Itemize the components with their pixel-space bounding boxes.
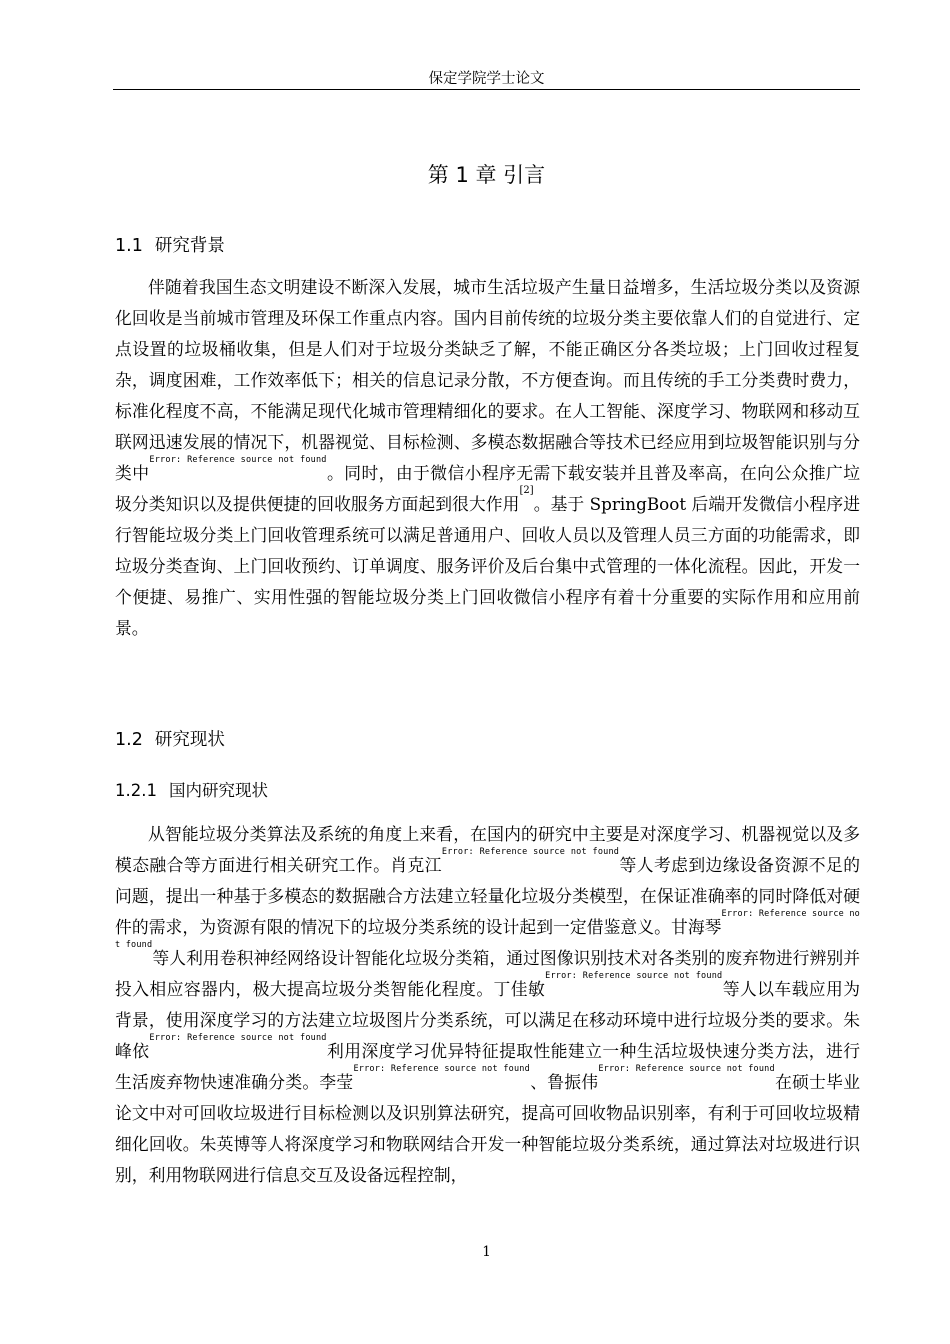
paragraph-text: 在硕士毕业论文中对可回收垃圾进行目标检测以及识别算法研究，提高可回收物品识别率，有利于可回收垃圾精细化回收。朱英博等人将深度学习和物联网结合开发一种智能垃圾分类系统，通过算法对垃圾进行识别，利用物联网进行信息交互及设备远程控制， — [115, 1072, 860, 1185]
page-number: 1 — [482, 1244, 491, 1260]
paragraph-text: 。基于 SpringBoot 后端开发微信小程序进行智能垃圾分类上门回收管理系统可以满足普通用户、回收人员以及管理人员三方面的功能需求，即垃圾分类查询、上门回收预约、订单调度、服务评价及后台集中式管理的一体化流程。因此，开发一个便捷、易推广、实用性强的智能垃圾分类上门回收微信小程序有着十分重要的实际作用和应用前景。 — [115, 494, 860, 638]
paragraph-text: 等人利用卷积神经网络设计智能化垃圾分类箱，通过图像识别技术对各类别的废弃物进行辨别并投入相应容器内，极大提高垃圾分类智能化程度。丁佳敏 — [115, 948, 860, 999]
section-heading-1-1 — [115, 233, 225, 259]
paragraph-text: 利用深度学习优异特征提取性能建立一种生活垃圾快速分类方法，进行生活废弃物快速准确分类。李莹 — [115, 1041, 860, 1092]
reference-error-marker: Error: Reference source not found — [149, 455, 327, 465]
paragraph-text: 、鲁振伟 — [529, 1072, 599, 1092]
reference-error-marker: Error: Reference source not found — [115, 909, 860, 950]
citation-marker: [2] — [519, 485, 534, 496]
subsection-number: 1.2.1 — [115, 781, 157, 800]
reference-error-marker: Error: Reference source not found — [598, 1064, 775, 1074]
paragraph-domestic-research — [115, 819, 860, 1191]
paragraph-text: 等人以车载应用为背景，使用深度学习的方法建立垃圾图片分类系统，可以满足在移动环境中进行垃圾分类的要求。朱峰依 — [115, 979, 860, 1061]
section-title: 研究背景 — [154, 236, 225, 256]
section-number: 1.2 — [115, 730, 143, 750]
reference-error-marker: Error: Reference source not found — [441, 847, 620, 857]
section-number: 1.1 — [115, 236, 143, 256]
paragraph-text: 从智能垃圾分类算法及系统的角度上来看，在国内的研究中主要是对深度学习、机器视觉以及多模态融合等方面进行相关研究工作。肖克江 — [115, 824, 860, 875]
reference-error-marker: Error: Reference source not found — [353, 1064, 530, 1074]
section-title: 研究现状 — [154, 730, 225, 750]
chapter-title: 第 1 章 引言 — [427, 163, 546, 187]
reference-error-marker: Error: Reference source not found — [545, 971, 723, 981]
subsection-heading-1-2-1 — [115, 779, 268, 803]
header-rule — [113, 89, 860, 90]
section-heading-1-2 — [115, 727, 225, 753]
paragraph-text: 等人考虑到边缘设备资源不足的问题，提出一种基于多模态的数据融合方法建立轻量化垃圾分类模型，在保证准确率的同时降低对硬件的需求，为资源有限的情况下的垃圾分类系统的设计起到一定借鉴意义。甘海琴 — [115, 855, 860, 937]
reference-error-marker: Error: Reference source not found — [149, 1033, 327, 1043]
subsection-title: 国内研究现状 — [168, 781, 268, 800]
running-header: 保定学院学士论文 — [428, 71, 545, 87]
paragraph-text: 。同时，由于微信小程序无需下载安装并且普及率高，在向公众推广垃圾分类知识以及提供便捷的回收服务方面起到很大作用 — [115, 463, 860, 514]
paragraph-research-background — [115, 272, 860, 644]
paragraph-text: 伴随着我国生态文明建设不断深入发展，城市生活垃圾产生量日益增多，生活垃圾分类以及资源化回收是当前城市管理及环保工作重点内容。国内目前传统的垃圾分类主要依靠人们的自觉进行、定点设置的垃圾桶收集，但是人们对于垃圾分类缺乏了解，不能正确区分各类垃圾；上门回收过程复杂，调度困难，工作效率低下；相关的信息记录分散，不方便查询。而且传统的手工分类费时费力，标准化程度不高，不能满足现代化城市管理精细化的要求。在人工智能、深度学习、物联网和移动互联网迅速发展的情况下，机器视觉、目标检测、多模态数据融合等技术已经应用到垃圾智能识别与分类中 — [115, 277, 860, 483]
